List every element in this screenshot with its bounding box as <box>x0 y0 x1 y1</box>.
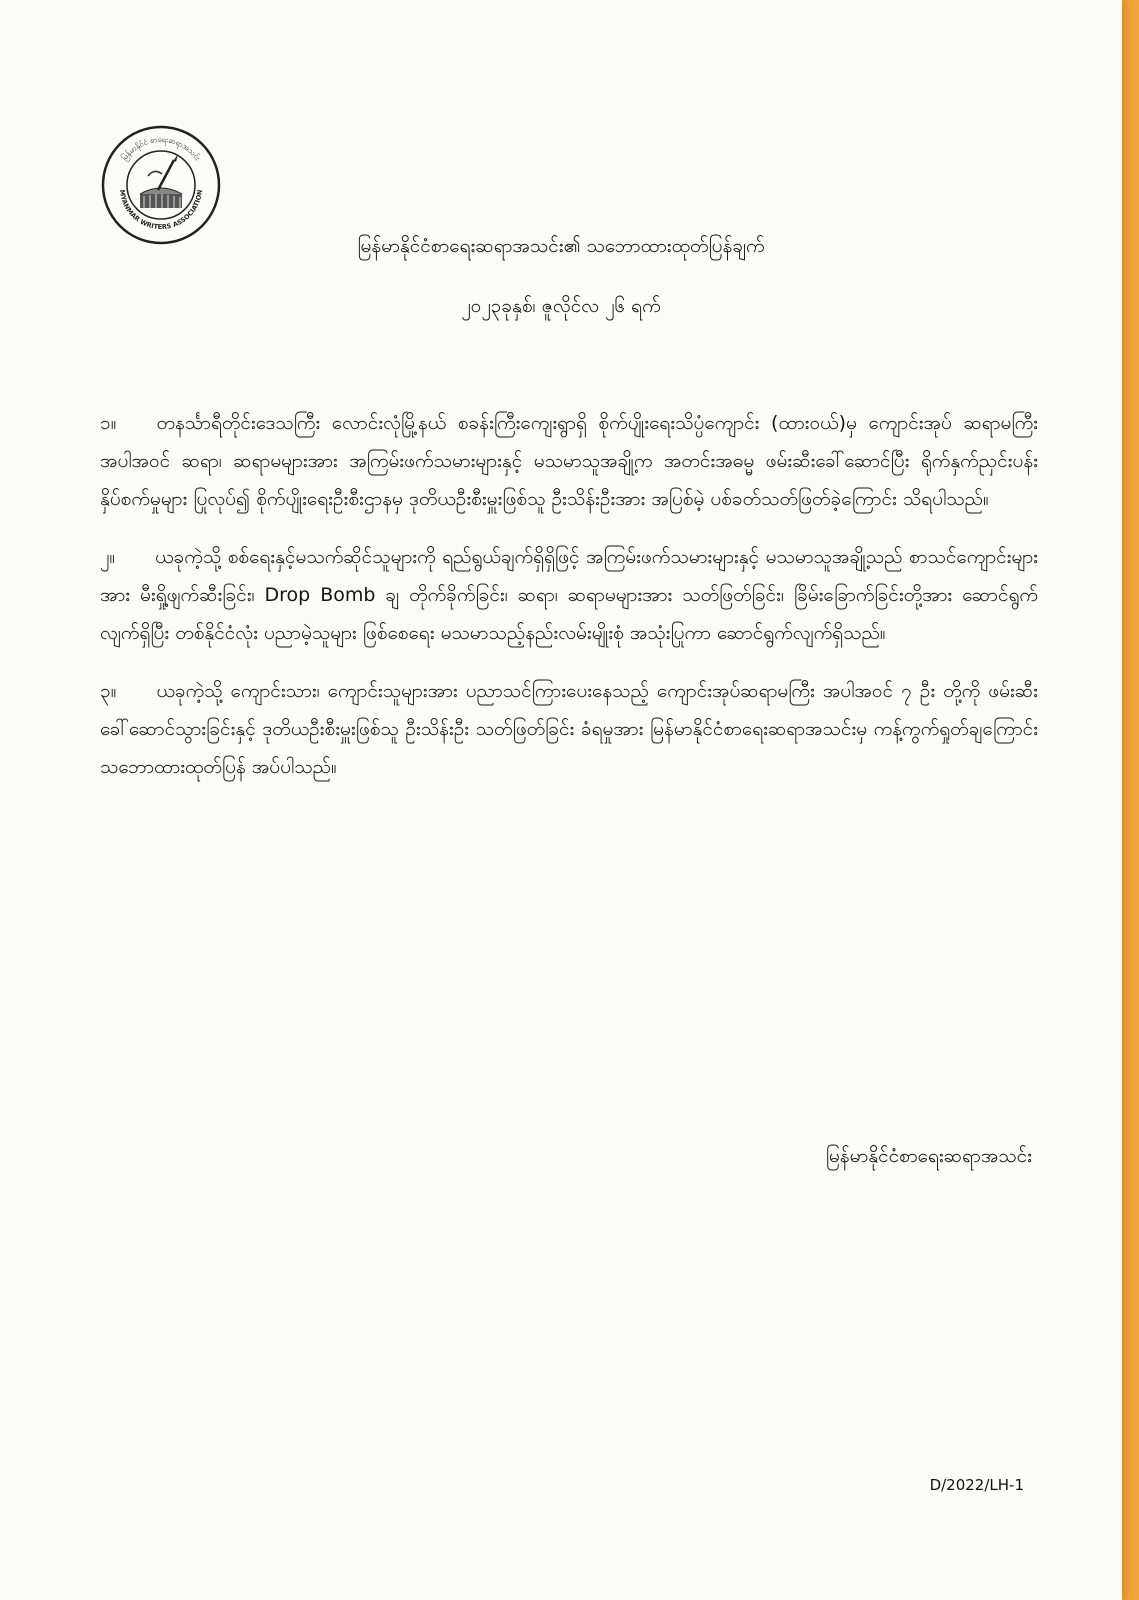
svg-text:မြန်မာနိုင်ငံ စာရေးဆရာအသင်း <box>120 135 203 163</box>
paragraph-number: ၃။ <box>100 680 117 702</box>
document-title: မြန်မာနိုင်ငံစာရေးဆရာအသင်း၏ သဘောထားထုတ်ပြန်ချက် <box>357 235 765 257</box>
paragraph-3 <box>100 672 1038 786</box>
logo-text-top: မြန်မာနိုင်ငံ စာရေးဆရာအသင်း <box>119 134 203 163</box>
signature: မြန်မာနိုင်ငံစာရေးဆရာအသင်း <box>825 1145 1032 1167</box>
paragraph-text: ယခုကဲ့သို့ စစ်ရေးနှင့်မသက်ဆိုင်သူများကို ရည်ရွယ်ချက်ရှိရှိဖြင့် အကြမ်းဖက်သမားများနှင့် မသမာသူအချို့သည် စာသင်ကျောင်းများအား မီးရှို့ဖျက်ဆီးခြင်း၊ Drop Bomb ချ တိုက်ခိုက်ခြင်း၊ ဆရာ၊ ဆရာမများအား သတ်ဖြတ်ခြင်း၊ ခြိမ်းခြောက်ခြင်းတို့အား ဆောင်ရွက်လျက်ရှိပြီး တစ်နိုင်ငံလုံး ပညာမဲ့သူများ ဖြစ်စေရေး မသမာသည့်နည်းလမ်းမျိုးစုံ အသုံးပြုကာ ဆောင်ရွက်လျက်ရှိသည်။ <box>100 546 1038 644</box>
reference-code: D/2022/LH-1 <box>929 1476 1024 1494</box>
logo-text-bottom: MYANMAR WRITERS ASSOCIATION <box>117 189 205 232</box>
paragraph-text: ယခုကဲ့သို့ ကျောင်းသား၊ ကျောင်းသူများအား ပညာသင်ကြားပေးနေသည့် ကျောင်းအုပ်ဆရာမကြီး အပါအဝင် ၇ ဦး တို့ကို ဖမ်းဆီးခေါ်ဆောင်သွားခြင်းနှင့် ဒုတိယဦးစီးမှူးဖြစ်သူ ဦးသိန်းဦး သတ်ဖြတ်ခြင်း ခံရမှုအား မြန်မာနိုင်ငံစာရေးဆရာအသင်းမှ ကန့်ကွက်ရှုတ်ချကြောင်း သဘောထားထုတ်ပြန် အပ်ပါသည်။ <box>100 680 1038 778</box>
document-date: ၂၀၂၃ခုနှစ်၊ ဇူလိုင်လ ၂၆ ရက် <box>461 295 661 317</box>
paragraph-2 <box>100 538 1038 652</box>
association-logo <box>100 124 222 246</box>
paragraph-number: ၂။ <box>100 546 116 568</box>
paragraph-number: ၁။ <box>100 412 117 434</box>
paragraph-text: တနင်္သာရီတိုင်းဒေသကြီး လောင်းလုံမြို့နယ် စခန်းကြီးကျေးရွာရှိ စိုက်ပျိုးရေးသိပ္ပံကျောင်း (ထား၀ယ်)မှ ကျောင်းအုပ် ဆရာမကြီး အပါအဝင် ဆရာ၊ ဆရာမများအား အကြမ်းဖက်သမားများနှင့် မသမာသူအချို့က အတင်းအဓမ္မ ဖမ်းဆီးခေါ်ဆောင်ပြီး ရိုက်နှက်ညှင်းပန်းနှိပ်စက်မှုများ ပြုလုပ်၍ စိုက်ပျိုးရေးဦးစီးဌာနမှ ဒုတိယဦးစီးမှူးဖြစ်သူ ဦးသိန်းဦးအား အပြစ်မဲ့ ပစ်ခတ်သတ်ဖြတ်ခဲ့ကြောင်း သိရပါသည်။ <box>100 412 1038 510</box>
document-body <box>100 404 1038 806</box>
paragraph-1 <box>100 404 1038 518</box>
